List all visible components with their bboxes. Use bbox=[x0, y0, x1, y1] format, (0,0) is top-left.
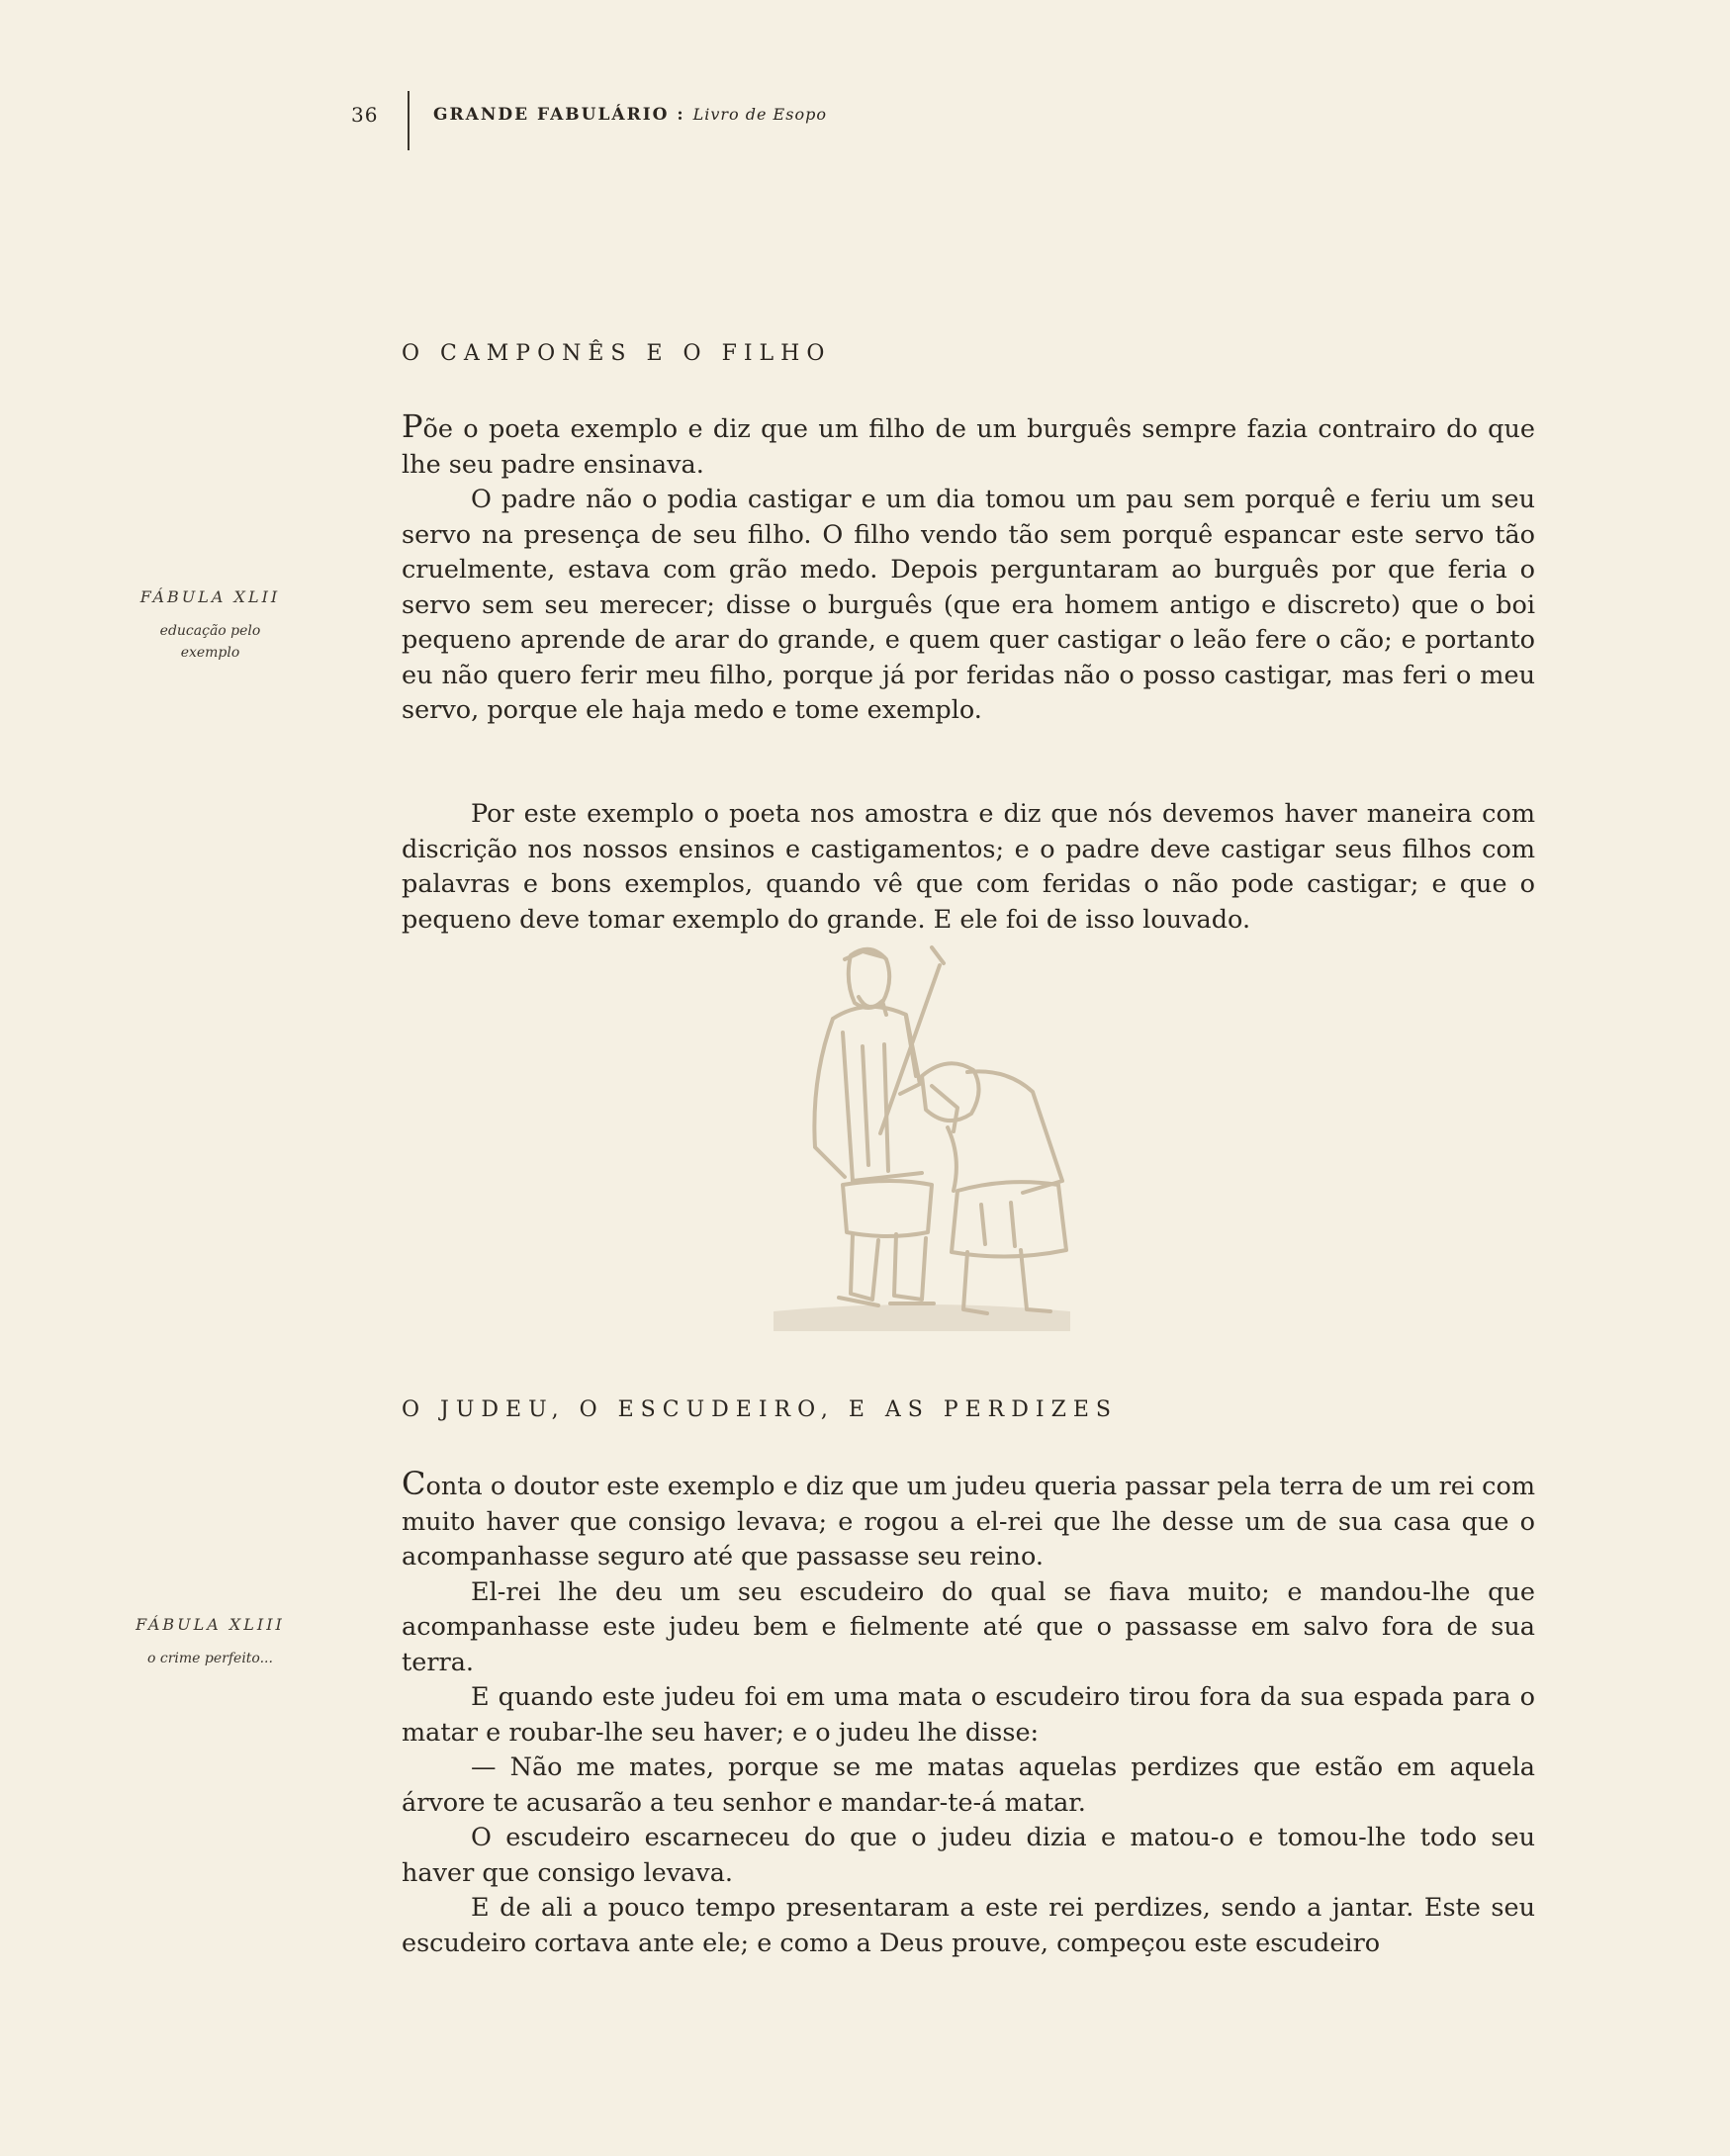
fable-42-title: O CAMPONÊS E O FILHO bbox=[402, 341, 832, 366]
fable-43-number: FÁBULA XLIII bbox=[136, 1615, 285, 1634]
woodcut-illustration-icon bbox=[774, 938, 1070, 1331]
book-title: GRANDE FABULÁRIO : bbox=[433, 105, 685, 125]
header-title bbox=[433, 105, 827, 125]
fable-42-text bbox=[402, 409, 1535, 729]
fable-43-initial: C bbox=[402, 1465, 426, 1502]
fable-43-gloss: o crime perfeito... bbox=[147, 1651, 273, 1666]
fable-42-moral-text: Por este exemplo o poeta nos amostra e diz que nós devemos haver maneira com discrição nos nossos ensinos e castigamentos; e o padre deve castigar seus filhos com palavras e bons exemplos, quando vê que com feridas o não pode castigar; e que o pequeno deve tomar exemplo do grande. E ele foi de isso louvado. bbox=[402, 799, 1535, 935]
fable-42-moral bbox=[402, 797, 1535, 938]
fable-42-initial: P bbox=[402, 407, 423, 445]
fable-43-title: O JUDEU, O ESCUDEIRO, E AS PERDIZES bbox=[402, 1397, 1118, 1422]
fable-43-margin-note bbox=[99, 1615, 321, 1669]
fable-42-margin-note bbox=[99, 587, 321, 664]
fable-43-paragraph: E de ali a pouco tempo presentaram a este rei perdizes, sendo a jantar. Este seu escudeiro cortava ante ele; e como a Deus prouve, compeçou este escudeiro bbox=[402, 1893, 1535, 1958]
book-subtitle: Livro de Esopo bbox=[692, 105, 827, 124]
fable-43-text bbox=[402, 1467, 1535, 1961]
fable-43-paragraph: O escudeiro escarneceu do que o judeu dizia e matou-o e tomou-lhe todo seu haver que consigo levava. bbox=[402, 1823, 1535, 1888]
fable-43-dialogue: — Não me mates, porque se me matas aquelas perdizes que estão em aquela árvore te acusarão a teu senhor e mandar-te-á matar. bbox=[402, 1752, 1535, 1818]
fable-43-paragraph: E quando este judeu foi em uma mata o escudeiro tirou fora da sua espada para o matar e roubar-lhe seu haver; e o judeu lhe disse: bbox=[402, 1682, 1535, 1748]
fable-43-paragraph: Conta o doutor este exemplo e diz que um judeu queria passar pela terra de um rei com muito haver que consigo levava; e rogou a el-rei que lhe desse um de sua casa que o acompanhasse seguro até que passasse seu reino. bbox=[402, 1465, 1535, 1572]
fable-42-number: FÁBULA XLII bbox=[139, 587, 281, 606]
fable-42-paragraph: Põe o poeta exemplo e diz que um filho de um burguês sempre fazia contrairo do que lhe seu padre ensinava. bbox=[402, 407, 1535, 480]
fable-42-gloss: educação pelo exemplo bbox=[159, 623, 261, 661]
fable-43-paragraph: El-rei lhe deu um seu escudeiro do qual se fiava muito; e mandou-lhe que acompanhasse este judeu bem e fielmente até que o passasse em salvo fora de sua terra. bbox=[402, 1576, 1535, 1677]
header-divider bbox=[408, 91, 410, 150]
page-number: 36 bbox=[351, 103, 379, 127]
fable-42-paragraph: O padre não o podia castigar e um dia tomou um pau sem porquê e feriu um seu servo na presença de seu filho. O filho vendo tão sem porquê espancar este servo tão cruelmente, estava com grão medo. Depois perguntaram ao burguês por que feria o servo sem seu merecer; disse o burguês (que era homem antigo e discreto) que o boi pequeno aprende de arar do grande, e quem quer castigar o leão fere o cão; e portanto eu não quero ferir meu filho, porque já por feridas não o posso castigar, mas feri o meu servo, porque ele haja medo e tome exemplo. bbox=[402, 485, 1535, 725]
